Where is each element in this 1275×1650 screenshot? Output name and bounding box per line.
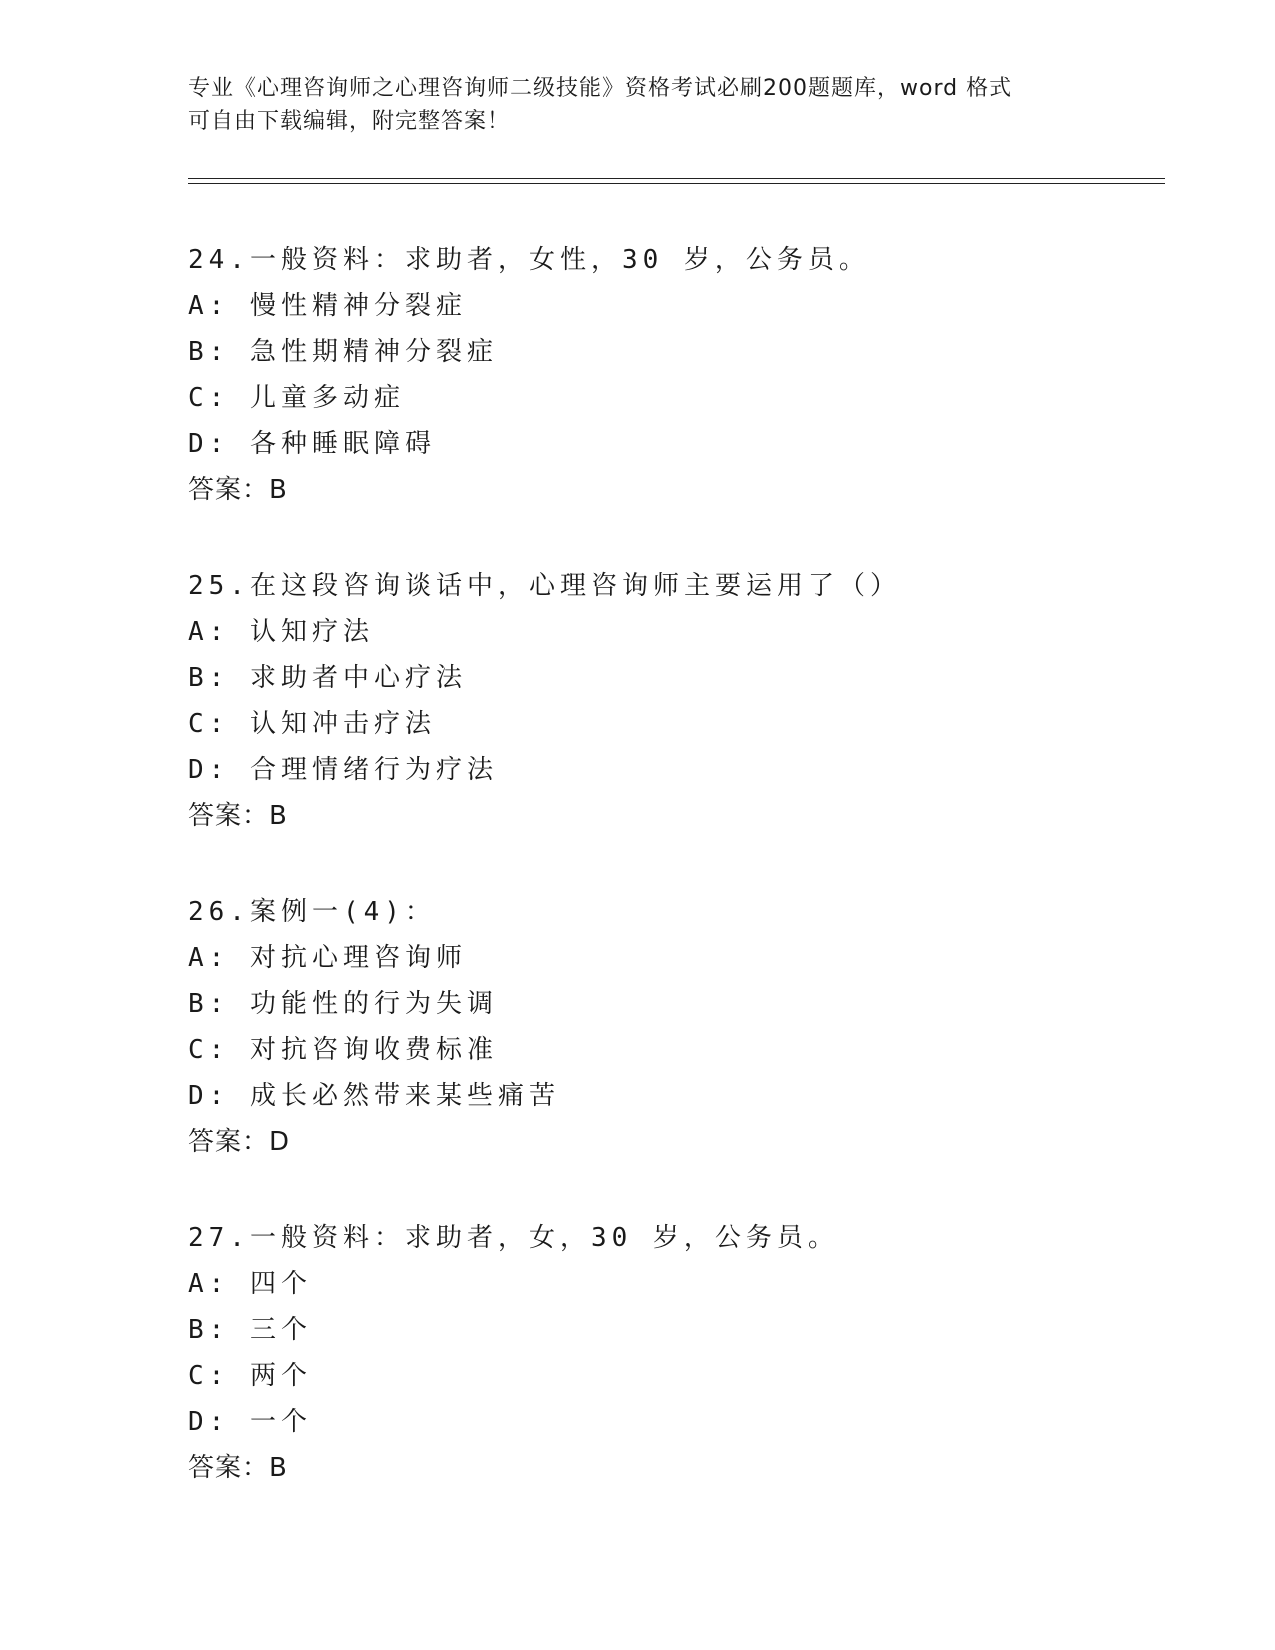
option-b: B: 急性期精神分裂症 bbox=[188, 337, 498, 367]
question-stem: 24.一般资料：求助者，女性，30 岁，公务员。 bbox=[188, 245, 870, 275]
answer: 答案：B bbox=[188, 801, 288, 831]
answer: 答案：D bbox=[188, 1127, 291, 1157]
question-27 bbox=[188, 1215, 1168, 1491]
question-25 bbox=[188, 563, 1168, 839]
option-a: A: 对抗心理咨询师 bbox=[188, 943, 467, 973]
option-c: C: 对抗咨询收费标准 bbox=[188, 1035, 498, 1065]
header-line-1: 专业《心理咨询师之心理咨询师二级技能》资格考试必刷200题题库，word 格式 bbox=[188, 76, 1013, 101]
option-d: D: 一个 bbox=[188, 1407, 312, 1437]
question-stem: 27.一般资料：求助者，女，30 岁，公务员。 bbox=[188, 1223, 839, 1253]
header-divider-bottom bbox=[188, 183, 1165, 184]
question-stem: 25.在这段咨询谈话中，心理咨询师主要运用了（） bbox=[188, 571, 901, 601]
option-b: B: 求助者中心疗法 bbox=[188, 663, 467, 693]
question-list bbox=[188, 237, 1168, 1491]
question-26 bbox=[188, 889, 1168, 1165]
option-b: B: 功能性的行为失调 bbox=[188, 989, 498, 1019]
option-d: D: 各种睡眠障碍 bbox=[188, 429, 436, 459]
question-24 bbox=[188, 237, 1168, 513]
option-a: A: 认知疗法 bbox=[188, 617, 374, 647]
option-a: A: 四个 bbox=[188, 1269, 312, 1299]
answer: 答案：B bbox=[188, 475, 288, 505]
document-header bbox=[188, 72, 1088, 138]
option-c: C: 两个 bbox=[188, 1361, 312, 1391]
option-c: C: 儿童多动症 bbox=[188, 383, 405, 413]
option-c: C: 认知冲击疗法 bbox=[188, 709, 436, 739]
option-b: B: 三个 bbox=[188, 1315, 312, 1345]
question-stem: 26.案例一(4)： bbox=[188, 897, 436, 927]
answer: 答案：B bbox=[188, 1453, 288, 1483]
header-divider-top bbox=[188, 178, 1165, 179]
header-line-2: 可自由下载编辑，附完整答案！ bbox=[188, 109, 511, 134]
option-a: A: 慢性精神分裂症 bbox=[188, 291, 467, 321]
option-d: D: 成长必然带来某些痛苦 bbox=[188, 1081, 560, 1111]
option-d: D: 合理情绪行为疗法 bbox=[188, 755, 498, 785]
